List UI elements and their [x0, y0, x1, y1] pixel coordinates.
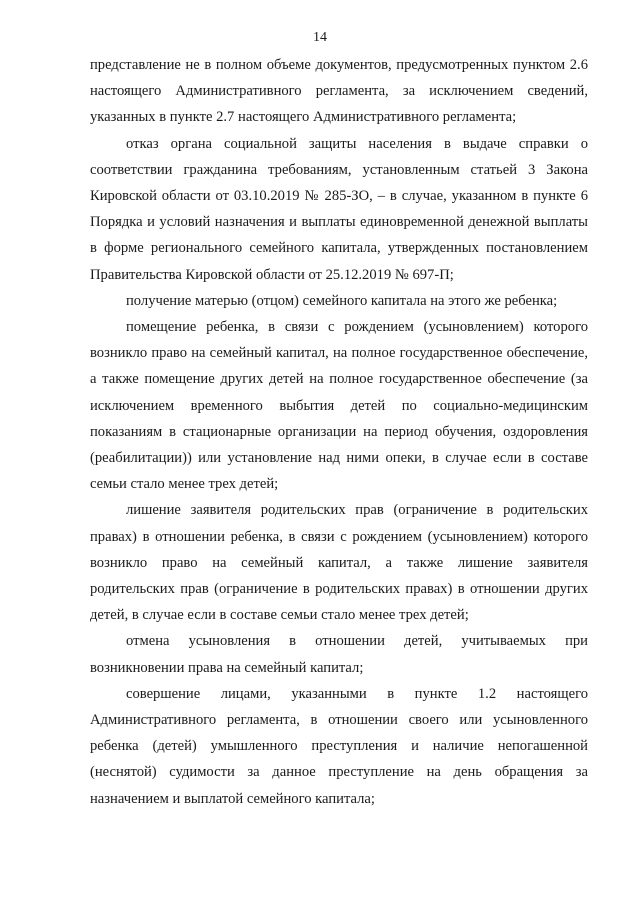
page-number: 14 [313, 30, 327, 45]
paragraph-adoption-cancel: отмена усыновления в отношении детей, учитываемых при возникновении права на семейный капитал; [90, 633, 588, 676]
document-body [90, 52, 588, 812]
paragraph-state-custody: помещение ребенка, в связи с рождением (усыновлением) которого возникло право на семейный капитал, на полное государственное обеспечение, а также помещение других детей на полное государственное обеспечение (за исключением временного выбытия детей по социально-медицинским показаниям в стационарные организации на период обучения, оздоровления (реабилитации)) или установление над ними опеки, в случае если в составе семьи стало менее трех детей; [90, 319, 588, 493]
paragraph-crime: совершение лицами, указанными в пункте 1.2 настоящего Административного регламента, в отношении своего или усыновленного ребенка (детей) умышленного преступления и наличие непогашенной (неснятой) судимости за данное преступление на день обращения за назначением и выплатой семейного капитала; [90, 685, 588, 807]
paragraph-incomplete-documents: представление не в полном объеме документов, предусмотренных пунктом 2.6 настоящего Административного регламента, за исключением сведений, указанных в пункте 2.7 настоящего Административного регламента; [90, 57, 588, 126]
paragraph-capital-received: получение матерью (отцом) семейного капитала на этого же ребенка; [126, 292, 558, 309]
paragraph-refusal-certificate: отказ органа социальной защиты населения в выдаче справки о соответствии гражданина требованиям, установленным статьей 3 Закона Кировской области от 03.10.2019 № 285-ЗО, – в случае, указанном в пункте 6 Порядка и условий назначения и выплаты единовременной денежной выплаты в форме регионального семейного капитала, утвержденных постановлением Правительства Кировской области от 25.12.2019 № 697-П; [90, 135, 588, 283]
paragraph-parental-rights: лишение заявителя родительских прав (ограничение в родительских правах) в отношении ребенка, в связи с рождением (усыновлением) которого возникло право на семейный капитал, а также лишение заявителя родительских прав (ограничение в родительских правах) в отношении других детей, в случае если в составе семьи стало менее трех детей; [90, 502, 588, 624]
